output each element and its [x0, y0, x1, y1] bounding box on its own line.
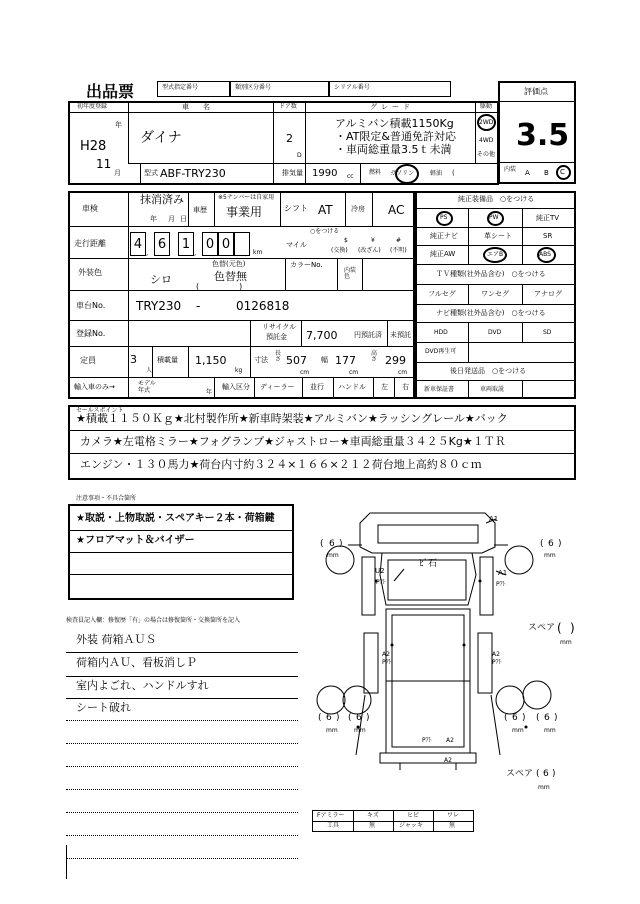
month-unit: 月 — [114, 169, 121, 177]
recycle-label: リサイクル — [262, 323, 297, 331]
shift-value: AT — [318, 203, 333, 217]
navi-type-title: ナビ種類(社外品含む) ○をつける — [436, 309, 546, 317]
capacity-unit: 人 — [146, 367, 153, 374]
length-unit: cm — [300, 369, 310, 376]
later-warranty: 新車保証書 — [424, 386, 455, 393]
diagram-pato-2: Pｱﾄ — [382, 659, 392, 666]
note-line: ★取説・上物取説・スペアキー２本・荷箱鍵 — [76, 513, 275, 524]
tire-depth: 6 — [326, 713, 332, 723]
bottom-header: Fアミラー — [317, 812, 345, 819]
tire-paren: ( — [536, 713, 540, 723]
interior-label: 内装 — [504, 166, 517, 173]
mileage-sep: , — [194, 249, 197, 257]
bottom-header: ワレ — [447, 812, 460, 819]
mileage-sep: , — [146, 249, 149, 257]
drive-label: 駆動 — [480, 103, 493, 110]
spare-paren: ) — [552, 769, 556, 779]
capacity-label: 定員 — [80, 356, 96, 365]
tire-paren: ) — [522, 713, 526, 723]
drive-4wd: 4WD — [479, 137, 494, 144]
drive-2wd: 2WD — [479, 119, 494, 126]
month-value: 11 — [96, 157, 112, 171]
tire-depth: 6 — [548, 539, 554, 549]
bottom-table — [312, 810, 474, 832]
equip-ab: エアB — [487, 251, 504, 258]
spare-paren: ) — [570, 621, 575, 635]
grade-line-3: ・車両総重量3.5ｔ未満 — [335, 143, 452, 156]
field-class-number — [230, 81, 329, 97]
tire-paren: ( — [320, 539, 324, 549]
equip-tv: 純正TV — [536, 214, 560, 222]
spare-label-2: スペア — [506, 769, 534, 779]
handle-left: 左 — [381, 383, 388, 391]
equip-navi: 純正ナビ — [430, 232, 458, 240]
color-label: 外装色 — [78, 268, 102, 277]
recycle-unpaid: 未預託 — [390, 331, 411, 339]
diagram-a2: A2 — [382, 651, 390, 658]
mile-opt-1: (交換) — [331, 247, 348, 254]
tv-fullseg: フルセグ — [428, 290, 456, 298]
mile-opt-2: (改ざん) — [358, 247, 381, 254]
tire-paren: ( — [540, 539, 544, 549]
navi-dvd: DVD — [488, 329, 502, 336]
score-value: 3.5 — [516, 118, 570, 153]
width-label: 幅 — [321, 356, 328, 364]
year-value: H28 — [80, 139, 107, 154]
truck-diagram — [300, 505, 580, 805]
mile-sym-2: ¥ — [371, 237, 375, 244]
interior-b: B — [544, 169, 549, 177]
fuel-gasoline: ガソリン — [390, 170, 415, 177]
eval-label: 評価点 — [524, 87, 548, 96]
length-value: 507 — [286, 354, 307, 367]
displacement-value: 1990 — [312, 168, 338, 179]
vehicle-name: ダイナ — [140, 130, 182, 146]
shaken-value: 抹消済み — [140, 193, 184, 206]
use-note: ※5ナンバーは自家用 — [218, 194, 275, 201]
inspector-line: 外装 荷箱ＡＵＳ — [76, 633, 157, 646]
tire-paren: ) — [336, 713, 340, 723]
sales-point-line: ★積載１１５０Ｋｇ★北村製作所★新車時架装★アルミバン★ラッシングレール★バック — [76, 412, 508, 425]
bottom-cell: 工具 — [327, 822, 340, 829]
equip-pw: PW — [489, 214, 499, 221]
navi-dvd-play: DVD再生可 — [425, 348, 457, 355]
tire-unit: mm — [544, 727, 556, 734]
recycle-unit: 円預託済 — [354, 331, 382, 339]
height-unit: cm — [398, 369, 408, 376]
tv-type-title: ＴＶ種類(社外品含む) ○をつける — [436, 270, 546, 278]
import-type-label: 輸入区分 — [222, 383, 250, 391]
interior-color-label: 内装色 — [344, 267, 357, 280]
form-title: 出品票 — [86, 82, 135, 101]
inspector-label: 検査員記入欄：修復歴「有」の場合は修復箇所・交換箇所を記入 — [66, 617, 241, 624]
shaken-label: 車検 — [82, 204, 98, 213]
color-value: シロ — [150, 273, 172, 286]
sales-point-line: カメラ★左電格ミラー★フォグランプ★ジャストロー★車両総重量３４２５Kg★１ＴＲ — [80, 435, 506, 448]
equip-abs: ABS — [539, 251, 551, 258]
drive-other: その他 — [477, 151, 496, 158]
navi-hdd: HDD — [434, 329, 448, 336]
load-label: 積載量 — [157, 356, 178, 364]
spare-label: スペア — [528, 623, 556, 633]
diagram-a2-rear-2: A2 — [444, 757, 452, 764]
bottom-cell: 無 — [369, 822, 376, 829]
tire-paren: ) — [558, 539, 562, 549]
tire-unit: mm — [544, 552, 556, 559]
reg-label: 登録No. — [76, 329, 106, 338]
diagram-bishi: ﾋﾞ石 — [419, 559, 438, 569]
capacity-value: 3 — [130, 353, 137, 366]
tire-paren: ) — [339, 539, 343, 549]
chassis-number: 0126818 — [236, 299, 290, 313]
tv-oneseg: ワンセグ — [481, 290, 509, 298]
tire-paren: ) — [554, 713, 558, 723]
mile-sym-1: $ — [344, 237, 348, 244]
mileage-digit: 0 — [218, 232, 234, 256]
doors-unit: D — [297, 152, 302, 159]
field-serial-number — [329, 81, 451, 97]
color-change-value: 色替無 — [214, 270, 247, 283]
color-change-paren: ( ) — [196, 282, 243, 291]
shift-label: シフト — [284, 204, 308, 213]
navi-sd: SD — [543, 329, 552, 336]
model-year-label: モデル年式 — [138, 380, 156, 395]
dim-label: 寸法 — [254, 356, 268, 364]
equip-aw: 純正AW — [430, 250, 456, 258]
tire-paren: ) — [366, 713, 370, 723]
recycle-label-2: 預託金 — [266, 333, 287, 341]
equipment-title: 純正装備品 ○をつける — [458, 195, 535, 203]
parallel-label: 並行 — [310, 383, 324, 391]
width-value: 177 — [335, 354, 356, 367]
tire-depth: 6 — [512, 713, 518, 723]
diagram-u2: U2 — [375, 567, 385, 575]
bottom-cell: 無 — [449, 822, 456, 829]
note-line: ★フロアマット＆バイザー — [76, 535, 195, 546]
mileage-label: 走行距離 — [74, 239, 106, 248]
model-year-unit: 年 — [206, 389, 213, 396]
interior-a: A — [525, 169, 530, 177]
displacement-unit: cc — [347, 173, 354, 180]
length-label: 長さ — [275, 350, 282, 363]
inspector-line: シート破れ — [76, 701, 131, 714]
spare-paren: ( — [557, 621, 562, 635]
use-value: 事業用 — [226, 205, 263, 219]
mileage-digit: 4 — [130, 232, 146, 256]
tire-depth: 6 — [329, 539, 335, 549]
fuel-diesel: 軽油 — [430, 170, 443, 177]
diagram-pato-right: Pｱﾄ — [496, 581, 506, 588]
mile-opt-3: (不明) — [390, 247, 407, 254]
spare-paren: ( — [536, 769, 540, 779]
shaken-day: 日 — [180, 215, 187, 223]
shaken-year: 年 — [150, 215, 157, 223]
spare-unit-2: mm — [538, 784, 550, 791]
chassis-label: 車台No. — [76, 301, 106, 310]
diagram-pato: Pｱﾄ — [376, 579, 386, 586]
inspector-line: 荷箱内ＡＵ、看板消しＰ — [76, 656, 197, 669]
tire-paren: ( — [504, 713, 508, 723]
tire-paren: ( — [348, 713, 352, 723]
field-type-number-label: 型式指定番号 — [162, 84, 199, 91]
ac-value: AC — [388, 203, 405, 217]
doors-label: ドア数 — [279, 103, 297, 110]
mileage-note: ○をつける — [310, 228, 340, 235]
sales-points-label: セールスポイント — [76, 407, 124, 414]
ac-label: 冷房 — [351, 205, 365, 213]
load-value: 1,150 — [195, 354, 227, 367]
mile-sym-3: # — [396, 237, 402, 244]
name-label: 車名 — [182, 103, 224, 111]
use-label: 車歴 — [193, 206, 207, 214]
displacement-label: 排気量 — [282, 169, 303, 177]
model-value: ABF-TRY230 — [160, 167, 226, 180]
year-unit: 年 — [115, 121, 122, 129]
shaken-month: 月 — [168, 215, 175, 223]
mile-label: マイル — [286, 241, 307, 249]
diagram-pato-3: Pｱﾄ — [492, 659, 502, 666]
fuel-paren: ( — [452, 169, 455, 177]
inspector-line: 室内よごれ、ハンドルすれ — [76, 679, 209, 692]
load-unit: kg — [235, 367, 243, 374]
mileage-unit: km — [253, 249, 263, 256]
notes-label: 注意事項・不具合箇所 — [76, 495, 137, 502]
diagram-a1-2: A1 — [498, 569, 508, 577]
tire-paren: ( — [318, 713, 322, 723]
sales-point-line: エンジン・１３０馬力★荷台内寸約３２４×１６６×２１２荷台地上高約８０ｃｍ — [80, 458, 482, 471]
handle-right: 右 — [402, 383, 409, 391]
field-class-number-label: 類別区分番号 — [235, 84, 272, 91]
diagram-a2-right: A2 — [492, 651, 500, 658]
diagram-pato-rear: Pｱﾄ — [422, 737, 432, 744]
model-label: 型式 — [144, 169, 158, 177]
chassis-dash: - — [196, 299, 201, 313]
grade-label: グレード — [370, 103, 414, 111]
height-value: 299 — [385, 354, 406, 367]
bottom-header: ヒビ — [407, 812, 420, 819]
diagram-a2-rear: A2 — [446, 737, 454, 744]
mileage-digit: 0 — [202, 232, 218, 256]
tire-unit: mm — [354, 727, 366, 734]
color-no-label: カラーNo. — [290, 261, 323, 269]
tire-unit: mm — [327, 552, 339, 559]
mileage-digit-empty — [234, 232, 250, 256]
tire-unit: mm — [512, 727, 524, 734]
width-unit: cm — [349, 369, 359, 376]
handle-label: ハンドル — [338, 383, 366, 391]
equip-leather: 革シート — [484, 232, 512, 240]
equip-sr: SR — [543, 232, 553, 240]
diagram-a1: A1 — [489, 515, 499, 523]
dealer-label: ディーラー — [260, 383, 295, 391]
grade-line-1: アルミバン積載1150Kg — [335, 117, 454, 130]
color-change-label: 色替(元色) — [212, 260, 246, 268]
spare-unit: mm — [560, 639, 572, 646]
tire-unit: mm — [326, 727, 338, 734]
bottom-cell: ジャッキ — [399, 822, 423, 829]
bottom-header: キズ — [367, 812, 379, 819]
tv-analog: アナログ — [534, 290, 562, 298]
equip-ps: PS — [440, 214, 448, 221]
later-manual: 車両取説 — [480, 386, 505, 393]
import-label: 輸入車のみ→ — [74, 383, 115, 391]
later-title: 後日発送品 ○をつける — [450, 367, 527, 375]
tire-depth: 6 — [544, 713, 550, 723]
field-serial-number-label: シリアル番号 — [334, 84, 370, 91]
fuel-label: 燃料 — [369, 169, 382, 176]
recycle-value: 7,700 — [306, 329, 338, 342]
field-type-number — [157, 81, 230, 97]
chassis-model: TRY230 — [136, 299, 182, 313]
mileage-digit: 1 — [178, 232, 194, 256]
tire-depth: 6 — [356, 713, 362, 723]
mileage-digit: 6 — [154, 232, 170, 256]
height-label: 高さ — [371, 350, 378, 363]
doors-value: 2 — [286, 132, 293, 145]
year-label: 初年度登録 — [77, 103, 108, 110]
interior-c: C — [560, 168, 565, 176]
grade-line-2: ・AT限定&普通免許対応 — [335, 130, 456, 143]
spare-depth: 6 — [543, 769, 549, 779]
